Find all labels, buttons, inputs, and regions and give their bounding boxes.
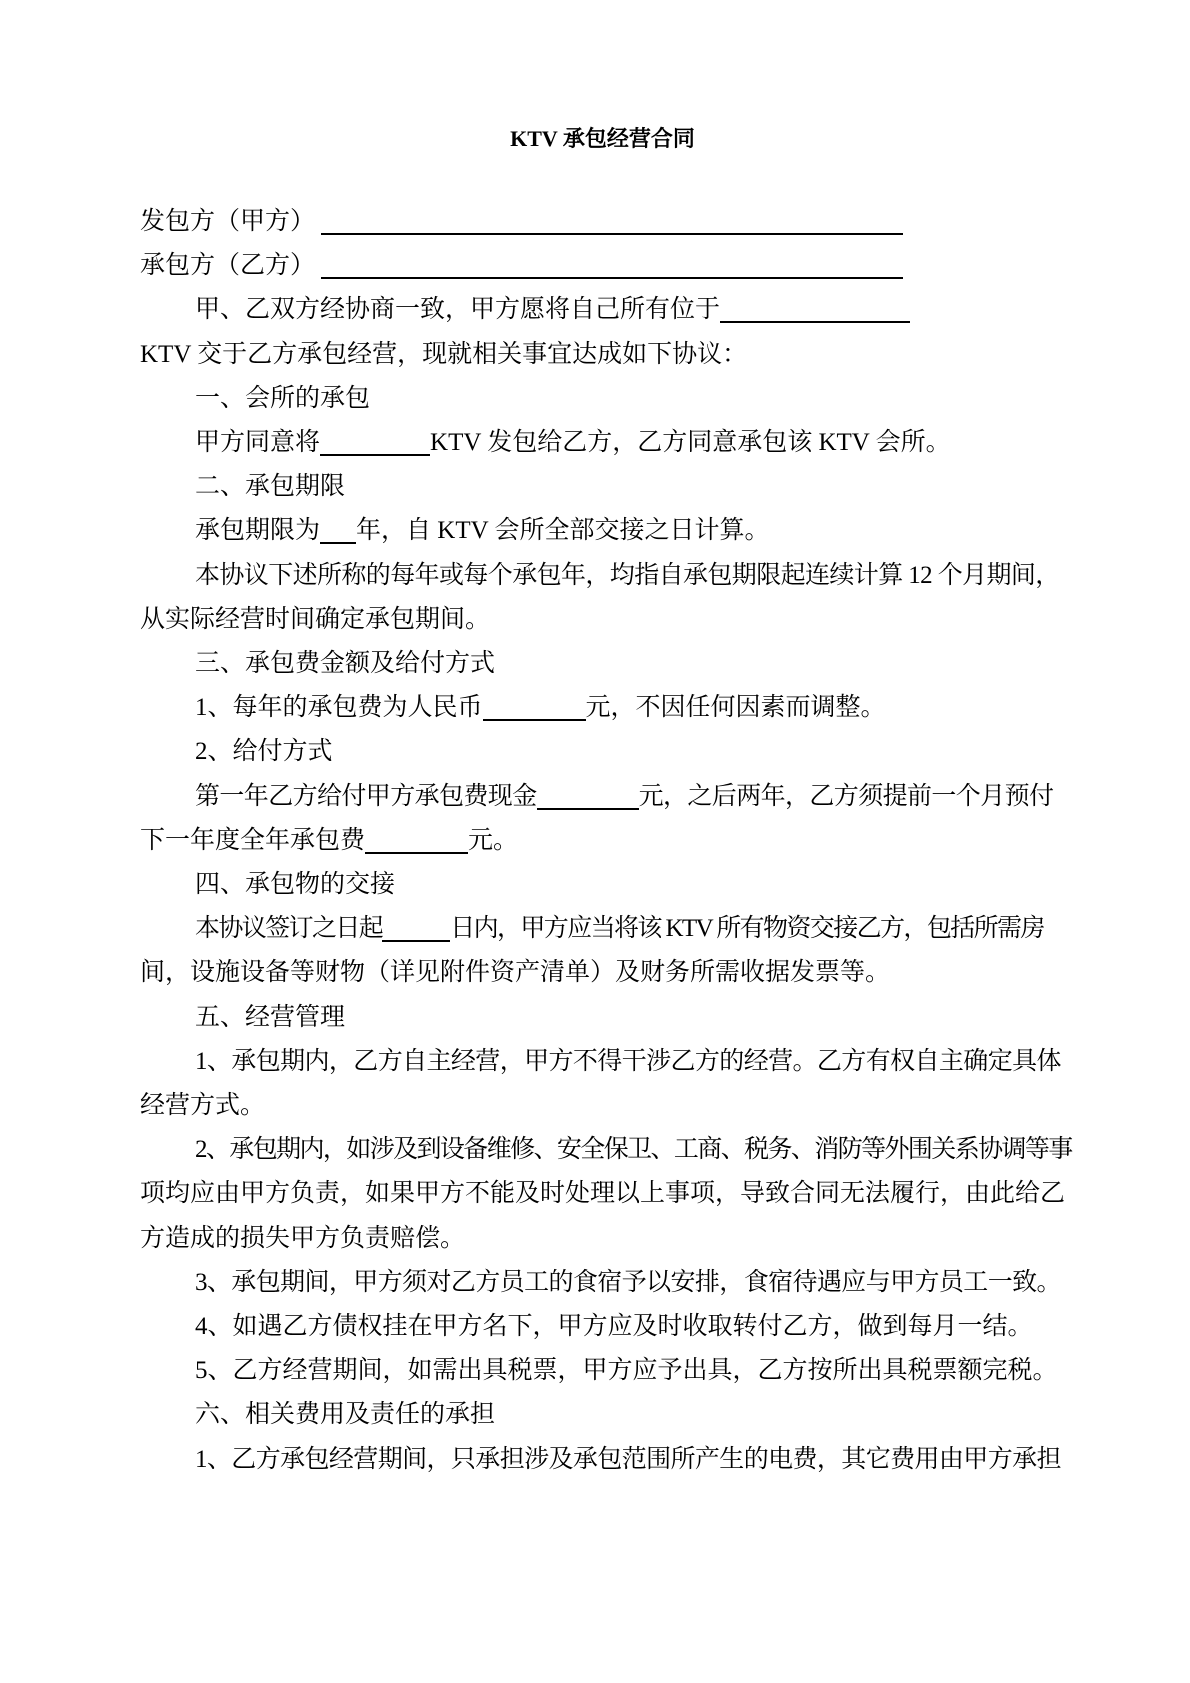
text-run: 二、承包期限 [195, 473, 346, 501]
text-run: 承包方（乙方） [140, 252, 322, 280]
text-run: 承包期限为 [195, 517, 321, 545]
document-lines [140, 200, 1072, 1482]
text-run: 六、相关费用及责任的承担 [195, 1401, 496, 1429]
text-run: 第一年乙方给付甲方承包费现金 [195, 782, 537, 810]
text-run: 甲方同意将 [195, 429, 321, 457]
text-run: 1、每年的承包费为人民币 [195, 694, 483, 722]
contract-line [140, 421, 1065, 465]
contract-line [140, 1172, 1065, 1216]
contract-line [140, 863, 1065, 907]
text-run: 1、乙方承包经营期间，只承担涉及承包范围所产生的电费，其它费用由甲方承担 [195, 1445, 1061, 1473]
text-run: 间，设施设备等财物（详见附件资产清单）及财务所需收据发票等。 [140, 959, 891, 987]
fill-in-blank [537, 788, 639, 810]
contract-line [140, 1128, 1072, 1172]
contract-line [140, 907, 1065, 951]
contract-line [140, 1261, 1065, 1305]
text-run: KTV 交于乙方承包经营，现就相关事宜达成如下协议： [140, 340, 748, 368]
contract-content [140, 117, 1072, 1482]
text-run: 四、承包物的交接 [195, 871, 396, 899]
contract-line [140, 819, 1065, 863]
text-run: 1、承包期内，乙方自主经营，甲方不得干涉乙方的经营。乙方有权自主确定具体 [195, 1047, 1061, 1075]
contract-line [140, 951, 1065, 995]
text-run: 发包方（甲方） [140, 208, 322, 235]
text-run: 2、承包期内，如涉及到设备维修、安全保卫、工商、税务、消防等外围关系协调等事 [195, 1136, 1072, 1164]
text-run: 五、经营管理 [195, 1003, 346, 1031]
text-run: 甲、乙双方经协商一致，甲方愿将自己所有位于 [195, 296, 721, 324]
contract-line [140, 509, 1065, 553]
text-run: 项均应由甲方负责，如果甲方不能及时处理以上事项，导致合同无法履行，由此给乙 [140, 1180, 1066, 1208]
fill-in-blank [321, 213, 903, 235]
text-run: 本协议下述所称的每年或每个承包年，均指自承包期限起连续计算 12 个月期间， [195, 561, 1060, 589]
contract-line [140, 1305, 1065, 1349]
text-run: 元，不因任何因素而调整。 [585, 694, 886, 722]
contract-line [140, 1084, 1065, 1128]
text-run: 下一年度全年承包费 [140, 826, 366, 854]
contract-line [140, 642, 1065, 686]
fill-in-blank [320, 522, 356, 544]
text-run: 5、乙方经营期间，如需出具税票，甲方应予出具，乙方按所出具税票额完税。 [195, 1357, 1058, 1385]
contract-line [140, 730, 1065, 774]
contract-line [140, 1217, 1065, 1261]
contract-line [140, 1438, 1065, 1482]
text-run: 元。 [468, 826, 519, 854]
text-run: 年，自 KTV 会所全部交接之日计算。 [356, 517, 770, 545]
fill-in-blank [382, 920, 450, 942]
contract-line [140, 377, 1065, 421]
contract-line [140, 333, 1065, 377]
contract-line [140, 200, 1065, 244]
text-run: 经营方式。 [140, 1092, 266, 1120]
text-run: 日内，甲方应当将该 KTV 所有物资交接乙方，包括所需房 [450, 915, 1044, 943]
contract-line [140, 554, 1065, 598]
fill-in-blank [365, 832, 468, 854]
text-run: 一、会所的承包 [195, 384, 371, 412]
document-title: KTV 承包经营合同 [510, 126, 695, 151]
contract-line [140, 996, 1065, 1040]
contract-line [140, 288, 1065, 332]
text-run: 本协议签订之日起 [195, 915, 383, 943]
contract-line [140, 244, 1065, 288]
fill-in-blank [483, 699, 586, 721]
text-run: 从实际经营时间确定承包期间。 [140, 605, 491, 633]
fill-in-blank [320, 434, 430, 456]
contract-line [140, 686, 1065, 730]
contract-line [140, 775, 1065, 819]
text-run: 2、给付方式 [195, 738, 333, 766]
text-run: KTV 发包给乙方，乙方同意承包该 KTV 会所。 [430, 429, 951, 457]
text-run: 元，之后两年，乙方须提前一个月预付 [638, 782, 1054, 810]
text-run: 三、承包费金额及给付方式 [195, 650, 496, 678]
text-run: 方造成的损失甲方负责赔偿。 [140, 1224, 466, 1252]
contract-line [140, 465, 1065, 509]
text-run: 3、承包期间，甲方须对乙方员工的食宿予以安排，食宿待遇应与甲方员工一致。 [195, 1268, 1061, 1296]
text-run: 4、如遇乙方债权挂在甲方名下，甲方应及时收取转付乙方，做到每月一结。 [195, 1313, 1033, 1341]
contract-line [140, 1040, 1065, 1084]
fill-in-blank [720, 301, 910, 323]
contract-line [140, 598, 1065, 642]
contract-line [140, 1393, 1065, 1437]
contract-line [140, 1349, 1065, 1393]
fill-in-blank [321, 257, 903, 279]
